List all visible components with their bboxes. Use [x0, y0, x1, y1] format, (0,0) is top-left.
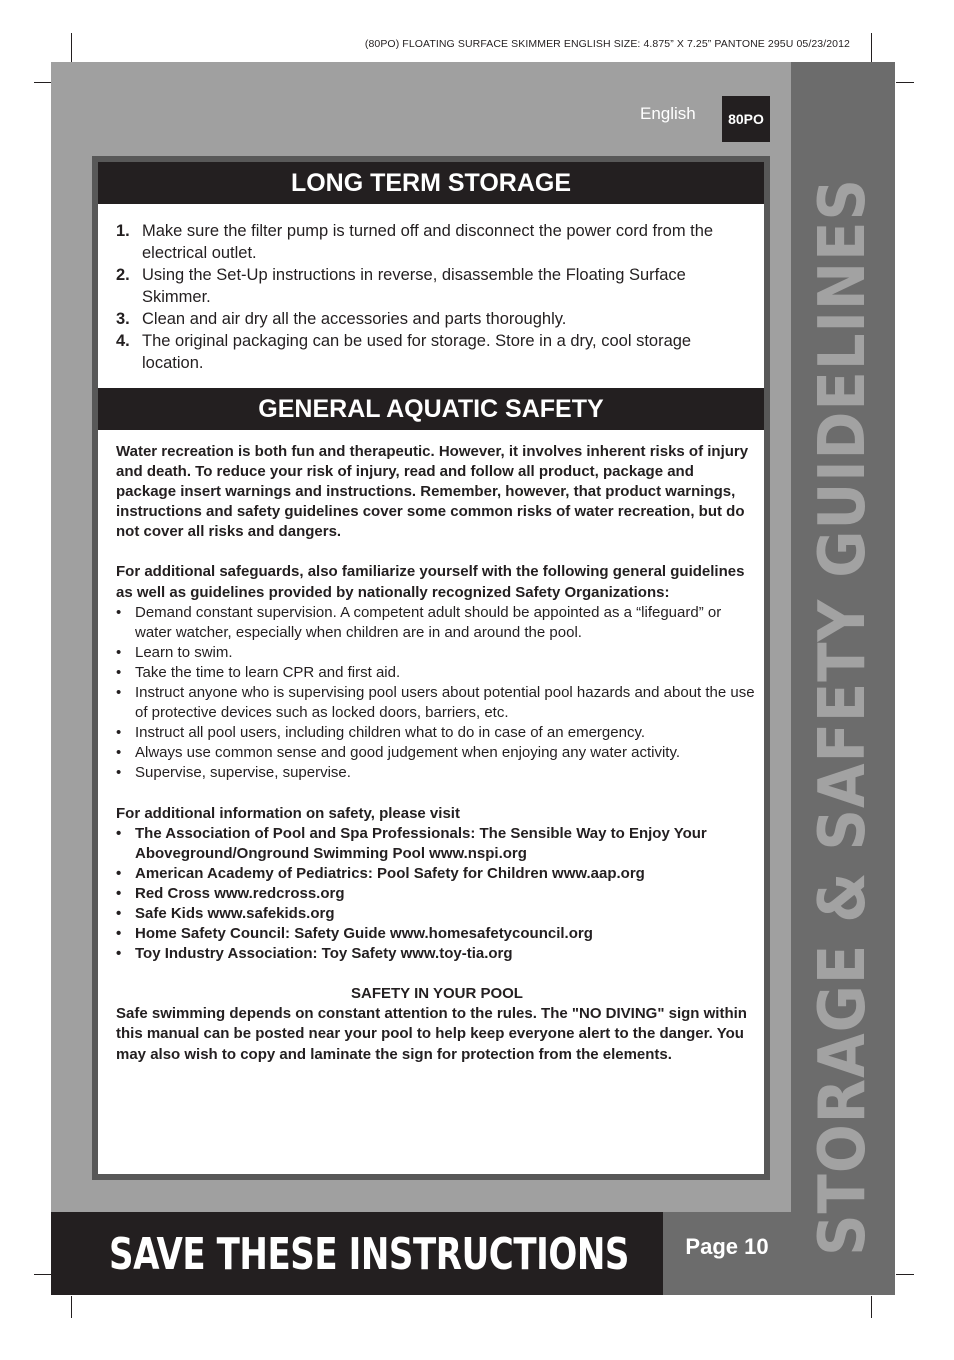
crop-mark: [71, 33, 72, 63]
resource-text: Red Cross www.redcross.org: [135, 884, 345, 902]
step-text: Using the Set-Up instructions in reverse, disassemble the Floating Surface Skimmer.: [142, 266, 686, 306]
resources-list: [116, 824, 758, 965]
crop-mark: [71, 1296, 72, 1318]
resource-text: Safe Kids www.safekids.org: [135, 904, 335, 922]
step-number: 4.: [116, 332, 130, 350]
pool-heading: SAFETY IN YOUR POOL: [351, 985, 523, 1003]
resource-text: Toy Industry Association: Toy Safety www.toy-tia.org: [135, 945, 513, 963]
crop-mark: [34, 1274, 52, 1275]
safety-heading: GENERAL AQUATIC SAFETY: [98, 388, 764, 430]
resource-text: American Academy of Pediatrics: Pool Safety for Children www.aap.org: [135, 864, 645, 882]
safety-guidelines-list: [116, 603, 758, 784]
pool-text: Safe swimming depends on constant attention to the rules. The "NO DIVING" sign within this manual can be posted near your pool to help keep everyone alert to the danger. You may also wish to copy and laminate the sign for protection from the elements.: [116, 1005, 747, 1063]
page-number: Page 10: [663, 1212, 791, 1295]
guideline-text: Always use common sense and good judgement when enjoying any water activity.: [135, 744, 681, 762]
safety-intro: Water recreation is both fun and therapeutic. However, it involves inherent risks of injury and death. To reduce your risk of injury, read and follow all product, package and package insert warnings and instructions. Remember, however, that product warnings, instructions and safety guidelines cover some common risks of water recreation, but do not cover all risks and dangers.: [116, 443, 749, 541]
list-item: • American Academy of Pediatrics: Pool Safety for Children www.aap.org: [116, 864, 645, 882]
crop-mark: [34, 82, 52, 83]
list-item: • Instruct anyone who is supervising pool users about potential pool hazards and about the use of protective devices such as locked doors, barriers, etc.: [116, 684, 755, 722]
guideline-text: Instruct anyone who is supervising pool users about potential pool hazards and about the use of protective devices such as locked doors, barriers, etc.: [135, 684, 755, 722]
safety-additional: For additional safeguards, also familiarize yourself with the following general guidelines as well as guidelines provided by nationally recognized Safety Organizations:: [116, 563, 745, 601]
print-info-line: (80PO) FLOATING SURFACE SKIMMER ENGLISH SIZE: 4.875” X 7.25” PANTONE 295U 05/23/2012: [364, 38, 850, 50]
storage-step: [116, 264, 756, 308]
list-item: • Safe Kids www.safekids.org: [116, 904, 335, 922]
list-item: • Supervise, supervise, supervise.: [116, 764, 351, 782]
save-instructions-title: SAVE THESE INSTRUCTIONS: [109, 1228, 630, 1280]
guideline-text: Take the time to learn CPR and first aid.: [135, 663, 401, 681]
crop-mark: [871, 33, 872, 63]
guideline-text: Demand constant supervision. A competent adult should be appointed as a “lifeguard” or water watcher, especially when children are in and around the pool.: [135, 603, 722, 641]
model-badge: 80PO: [722, 96, 770, 142]
content-frame: [92, 156, 770, 1180]
guideline-text: Learn to swim.: [135, 643, 233, 661]
step-text: Make sure the filter pump is turned off and disconnect the power cord from the electrical outlet.: [142, 222, 714, 262]
storage-step: [116, 308, 756, 330]
storage-step: [116, 220, 756, 264]
step-number: 3.: [116, 310, 130, 328]
list-item: • Toy Industry Association: Toy Safety www.toy-tia.org: [116, 945, 513, 963]
resource-text: Home Safety Council: Safety Guide www.homesafetycouncil.org: [135, 925, 593, 943]
storage-step: [116, 330, 756, 374]
resource-text: The Association of Pool and Spa Professionals: The Sensible Way to Enjoy Your Aboveground/Onground Swimming Pool www.nspi.org: [135, 824, 707, 862]
side-band: [791, 62, 895, 1295]
crop-mark: [896, 1274, 914, 1275]
crop-mark: [871, 1296, 872, 1318]
info-intro: For additional information on safety, please visit: [116, 804, 460, 822]
step-number: 2.: [116, 266, 130, 284]
guideline-text: Instruct all pool users, including children what to do in case of an emergency.: [135, 724, 645, 742]
list-item: • Always use common sense and good judgement when enjoying any water activity.: [116, 744, 681, 762]
footer-bar: [51, 1212, 663, 1295]
guideline-text: Supervise, supervise, supervise.: [135, 764, 351, 782]
step-text: Clean and air dry all the accessories and parts thoroughly.: [142, 310, 567, 328]
side-title: STORAGE & SAFETY GUIDELINES: [806, 178, 880, 1256]
safety-body: [116, 442, 758, 1065]
list-item: • Home Safety Council: Safety Guide www.homesafetycouncil.org: [116, 925, 593, 943]
list-item: • Demand constant supervision. A competent adult should be appointed as a “lifeguard” or water watcher, especially when children are in and around the pool.: [116, 603, 722, 641]
list-item: • Red Cross www.redcross.org: [116, 884, 345, 902]
list-item: • Instruct all pool users, including children what to do in case of an emergency.: [116, 724, 645, 742]
crop-mark: [896, 82, 914, 83]
storage-steps: [116, 220, 756, 374]
language-label: English: [640, 104, 696, 123]
step-number: 1.: [116, 222, 130, 240]
list-item: • Learn to swim.: [116, 643, 233, 661]
list-item: • Take the time to learn CPR and first aid.: [116, 663, 401, 681]
list-item: • The Association of Pool and Spa Professionals: The Sensible Way to Enjoy Your Aboveground/Onground Swimming Pool www.nspi.org: [116, 824, 707, 862]
storage-heading: LONG TERM STORAGE: [98, 162, 764, 204]
content-card: [98, 162, 764, 1174]
step-text: The original packaging can be used for storage. Store in a dry, cool storage location.: [142, 332, 692, 372]
